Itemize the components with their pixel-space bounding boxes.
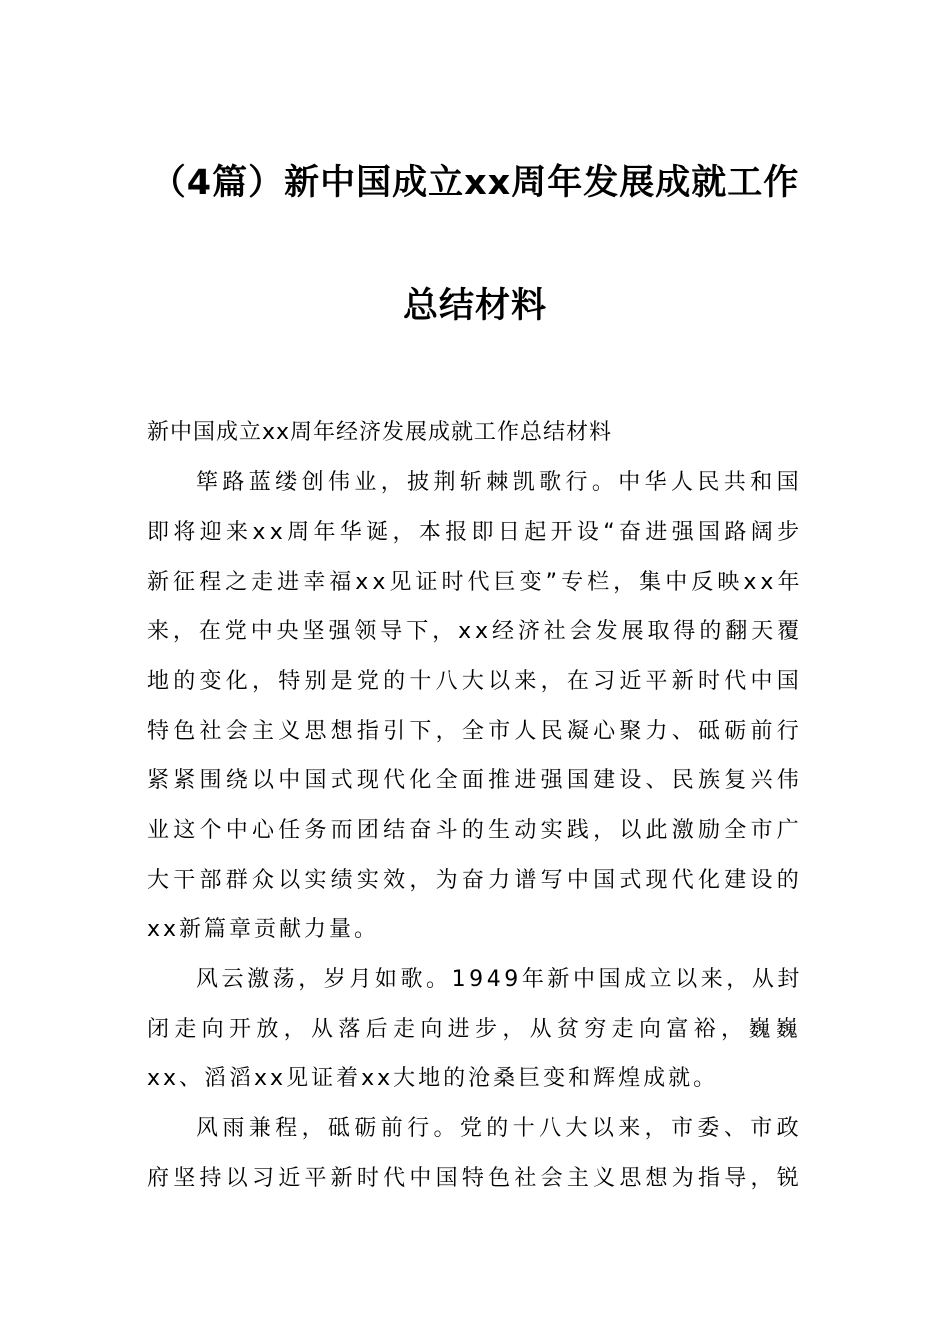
paragraph-line: 府坚持以习近平新时代中国特色社会主义思想为指导，锐 bbox=[147, 1166, 804, 1191]
paragraph-line: 闭走向开放，从落后走向进步，从贫穷走向富裕，巍巍 bbox=[147, 1017, 804, 1042]
paragraph-line: 地的变化，特别是党的十八大以来，在习近平新时代中国 bbox=[147, 669, 804, 694]
section-heading: 新中国成立xx周年经济发展成就工作总结材料 bbox=[147, 420, 613, 445]
paragraph-line: 即将迎来xx周年华诞，本报即日起开设“奋进强国路阔步 bbox=[147, 520, 804, 545]
paragraph-line: 紧紧围绕以中国式现代化全面推进强国建设、民族复兴伟 bbox=[147, 768, 804, 793]
paragraph-line: xx、滔滔xx见证着xx大地的沧桑巨变和辉煌成就。 bbox=[147, 1066, 719, 1091]
paragraph-line: 特色社会主义思想指引下，全市人民凝心聚力、砥砺前行 bbox=[147, 719, 804, 744]
document-title-line-2: 总结材料 bbox=[402, 286, 547, 326]
paragraph-line: 新征程之走进幸福xx见证时代巨变”专栏，集中反映xx年 bbox=[147, 570, 804, 595]
document-title-line-1: （4篇）新中国成立xx周年发展成就工作 bbox=[150, 163, 800, 203]
paragraph-line: 风雨兼程，砥砺前行。党的十八大以来，市委、市政 bbox=[196, 1116, 804, 1141]
paragraph-line: 筚路蓝缕创伟业，披荆斩棘凯歌行。中华人民共和国 bbox=[196, 470, 804, 495]
paragraph-line: 风云激荡，岁月如歌。1949年新中国成立以来，从封 bbox=[196, 967, 803, 992]
paragraph-line: 来，在党中央坚强领导下，xx经济社会发展取得的翻天覆 bbox=[147, 619, 804, 644]
paragraph-line: xx新篇章贡献力量。 bbox=[147, 917, 380, 942]
paragraph-line: 业这个中心任务而团结奋斗的生动实践，以此激励全市广 bbox=[147, 818, 804, 843]
paragraph-line: 大干部群众以实绩实效，为奋力谱写中国式现代化建设的 bbox=[147, 868, 804, 893]
